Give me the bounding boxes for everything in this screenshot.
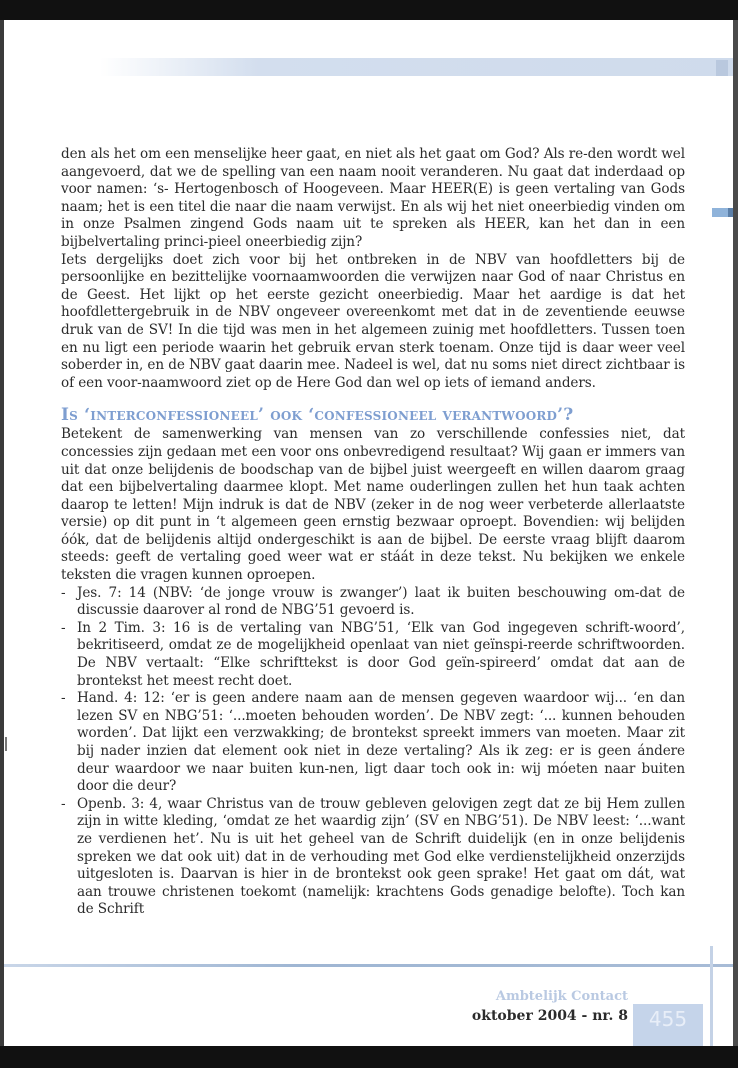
margin-scan-mark bbox=[5, 737, 7, 751]
scan-border-left bbox=[0, 20, 4, 1046]
margin-tab-marker-dark bbox=[728, 208, 733, 217]
article-body bbox=[61, 146, 685, 919]
scan-border-bottom bbox=[0, 1046, 738, 1068]
margin-tab-marker bbox=[712, 208, 728, 217]
header-band-accent bbox=[716, 60, 728, 76]
text-examples-list bbox=[61, 585, 685, 919]
magazine-title: Ambtelijk Contact bbox=[495, 989, 628, 1004]
intro-paragraph: den als het om een menselijke heer gaat, en niet als het gaat om God? Als re-den wordt wel aangevoerd, dat we de spelling van een naam nooit veranderen. Nu gaat dat inderdaad op voor namen: ‘s- Hertogenbosch of Hoogeveen. Maar HEER(E) is geen vertaling van Gods naam; het is een titel die naar die naam verwijst. En als wij het niet oneerbiedig vinden om in onze Psalmen zingend Gods naam uit te spreken als HEER, kan het dan in een bijbelvertaling princi-pieel oneerbiedig zijn? bbox=[61, 146, 685, 250]
section-heading: Is ‘interconfessioneel’ ook ‘confessioneel verantwoord’? bbox=[61, 405, 574, 426]
footer-rule bbox=[4, 964, 733, 967]
scan-border-top bbox=[0, 0, 738, 20]
list-item: - Jes. 7: 14 (NBV: ‘de jonge vrouw is zwanger’) laat ik buiten beschouwing om-dat de discussie daarover al rond de NBG’51 gevoerd is. bbox=[61, 585, 685, 620]
list-item: - Openb. 3: 4, waar Christus van de trouw gebleven gelovigen zegt dat ze bij Hem zullen zijn in witte kleding, ‘omdat ze het waardig zijn’ (SV en NBG’51). De NBV leest: ‘...want ze verdienen het’. Nu is uit het geheel van de Schrift duidelijk (en in onze belijdenis spreken we dat ook uit) dat in de verhouding met God elke verdienstelijkheid onzerzijds uitgesloten is. Daarvan is hier in de brontekst ook geen sprake! Het gaat om dát, wat aan trouwe christenen toekomt (namelijk: krachtens Gods genadige belofte). Toch kan de Schrift bbox=[61, 796, 685, 919]
footer-rule-cap bbox=[710, 946, 713, 1046]
scan-border-right bbox=[733, 20, 738, 1046]
header-color-band bbox=[100, 58, 733, 76]
confessional-paragraph: Betekent de samenwerking van mensen van zo verschillende confessies niet, dat concessies zijn gedaan met een voor ons onbevredigend resultaat? Wij gaan er immers van uit dat onze belijdenis de boodschap van de bijbel juist weergeeft en willen daarom graag dat een bijbelvertaling daarmee klopt. Met name ouderlingen zullen het hun taak achten daarop te letten! Mijn indruk is dat de NBV (zeker in de nog weer verbeterde allerlaatste versie) op dit punt in ‘t algemeen geen ernstig bezwaar oproept. Bovendien: wij belijden óók, dat de belijdenis altijd ondergeschikt is aan de bijbel. De eerste vraag blijft daarom steeds: geeft de vertaling goed weer wat er stáát in deze tekst. Nu bekijken we enkele teksten die vragen kunnen oproepen. bbox=[61, 426, 685, 584]
issue-label: oktober 2004 - nr. 8 bbox=[471, 1008, 628, 1024]
list-item: - In 2 Tim. 3: 16 is de vertaling van NBG’51, ‘Elk van God ingegeven schrift-woord’, bekritiseerd, omdat ze de mogelijkheid openlaat van niet geïnspi-reerde schriftwoorden. De NBV vertaalt: “Elke schrifttekst is door God geïn-spireerd’ omdat dat aan de brontekst het meest recht doet. bbox=[61, 620, 685, 690]
list-item: - Hand. 4: 12: ‘er is geen andere naam aan de mensen gegeven waardoor wij... ‘en dan lezen SV en NBG’51: ‘...moeten behouden worden’. De NBV zegt: ‘... kunnen behouden worden’. Dat lijkt een verzwakking; de brontekst spreekt immers van moeten. Maar zit bij nader inzien dat element ook niet in deze vertaling? Als ik zeg: er is geen ándere deur waardoor we naar buiten kun-nen, ligt daar toch ook in: wij móeten naar buiten door die deur? bbox=[61, 690, 685, 796]
page-number: 455 bbox=[648, 1007, 688, 1031]
capitalization-paragraph: Iets dergelijks doet zich voor bij het ontbreken in de NBV van hoofdletters bij de persoonlijke en bezittelijke voornaamwoorden die verwijzen naar God of naar Christus en de Geest. Het lijkt op het eerste gezicht oneerbiedig. Maar het aardige is dat het hoofdlettergebruik in de NBV ongeveer overeenkomt met dat in de zeventiende eeuwse druk van de SV! In die tijd was men in het algemeen zuinig met hoofdletters. Tussen toen en nu ligt een periode waarin het gebruik ervan sterk toenam. Onze tijd is daar weer veel soberder in, en de NBV gaat daarin mee. Nadeel is wel, dat nu soms niet direct zichtbaar is of een voor-naamwoord ziet op de Here God dan wel op iets of iemand anders. bbox=[61, 251, 685, 391]
